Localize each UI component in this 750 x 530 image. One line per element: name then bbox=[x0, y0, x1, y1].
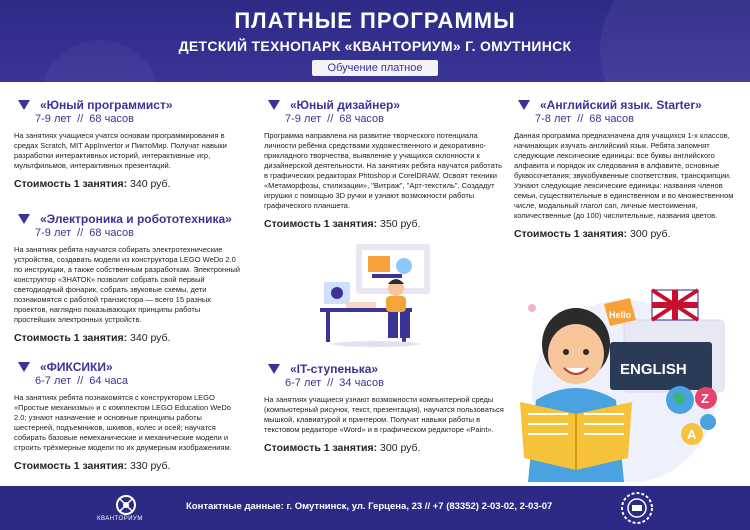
course-title: «Английский язык. Starter» bbox=[540, 98, 702, 112]
course-title: «Электроника и робототехника» bbox=[40, 212, 232, 226]
course-title: «Юный дизайнер» bbox=[290, 98, 401, 112]
svg-text:A: A bbox=[687, 427, 697, 442]
price-value: 300 руб. bbox=[630, 228, 671, 240]
course-price bbox=[514, 228, 736, 240]
course-hours: 68 часов bbox=[339, 113, 385, 125]
price-label: Стоимость 1 занятия: bbox=[14, 460, 128, 472]
english-illustration bbox=[512, 282, 738, 482]
technopark-seal-icon bbox=[620, 491, 654, 525]
globe-icon bbox=[700, 414, 716, 430]
course-price bbox=[14, 332, 244, 344]
price-label: Стоимость 1 занятия: bbox=[514, 228, 628, 240]
price-label: Стоимость 1 занятия: bbox=[264, 218, 378, 230]
course-description: На занятиях учащиеся учатся основам программирования в средах Scratch, MIT AppInvertor и ПиктоМир. Получат навыки разработки интерактивных историй, интерактивные игр, мультфильмов, интерактивных презентаций. bbox=[14, 131, 227, 170]
course-fixiki: «ФИКСИКИ» 6-7 лет // 64 часа На занятиях ребята познакомятся с конструктором LEGO «Простые механизмы» и с комплектом LEGO Education WeDo 2.0; узнают назначение и основные принципы работы шестерней, подъемников, шкивов, колес и осей; научатся собирать базовые немеханические и механические модели и строить трёхмерные модели по их двумерным изображениям. Стоимость 1 занятия: 330 руб. bbox=[14, 360, 244, 472]
course-age: 6-7 лет bbox=[285, 377, 322, 389]
course-hours: 68 часов bbox=[89, 227, 135, 239]
course-price bbox=[264, 218, 504, 230]
footer-bar bbox=[0, 486, 750, 530]
logo-wordmark: КВАНТОРИУМ bbox=[97, 516, 143, 522]
triangle-bullet-icon bbox=[518, 100, 530, 110]
course-title: «ФИКСИКИ» bbox=[40, 360, 113, 374]
price-value: 350 руб. bbox=[380, 218, 421, 230]
price-value: 300 руб. bbox=[380, 442, 421, 454]
course-hours: 68 часов bbox=[89, 113, 135, 125]
triangle-bullet-icon bbox=[18, 214, 30, 224]
course-description: На занятиях ребята научатся собирать электротехнические устройства, создавать модели из конструктора LEGO WeDo 2.0 по инструкции, а также собственным разработкам. Электронный конструктор «ЗНАТОК» позволит собрать свой первый светодиодный фонарик, собрать звуковые схемы, дети познакомятся с работой транзистора — всего 15 разных проектов, наглядно показывающих принципы работы простейших электронных устройств. bbox=[14, 245, 240, 324]
course-title: «IT-ступенька» bbox=[290, 362, 379, 376]
course-age: 7-9 лет bbox=[285, 113, 322, 125]
course-description: Данная программа предназначена для учащихся 1-х классов, начинающих изучать английский язык. Ребята запомнят следующие лексические единицы: все буквы английского алфавита и порядок их следования в алфавите, основные буквосочетания; звукобуквенные соответствия, транскрипции. Узнают следующие лексические единицы: названия членов семьи, существительные в единственном и во множественном числе, модальный глагол can, личные местоимения, количественные (до 100) числительные, названия цветов. bbox=[514, 131, 734, 220]
price-value: 340 руб. bbox=[130, 332, 171, 344]
course-hours: 64 часа bbox=[89, 375, 129, 387]
page-subtitle: ДЕТСКИЙ ТЕХНОПАРК «КВАНТОРИУМ» Г. ОМУТНИНСК bbox=[178, 38, 572, 54]
contact-info: Контактные данные: г. Омутнинск, ул. Герцена, 23 // +7 (83352) 2-03-02, 2-03-07 bbox=[186, 501, 553, 512]
course-it-step: «IT-ступенька» 6-7 лет // 34 часов На занятиях учащиеся узнают возможности компьютерной среды (компьютерный рисунок, текст, презентация), научатся пользоваться мышкой, клавиатурой и принтером. Получат навыки работы в текстовом редакторе «Word» и в графическом редакторе «Paint». Стоимость 1 занятия: 300 руб. bbox=[264, 362, 504, 454]
course-title: «Юный программист» bbox=[40, 98, 173, 112]
price-value: 340 руб. bbox=[130, 178, 171, 190]
triangle-bullet-icon bbox=[268, 100, 280, 110]
tablet-icon bbox=[346, 302, 376, 308]
course-electronics-robotics: «Электроника и робототехника» 7-9 лет // 68 часов На занятиях ребята научатся собирать электротехнические устройства, создавать модели из конструктора LEGO WeDo 2.0 по инструкции, а также собственным разработкам. Электронный конструктор «ЗНАТОК» позволит собрать свой первый светодиодный фонарик, собрать звуковые схемы, дети познакомятся с работой транзистора — всего 15 разных проектов, наглядно показывающих принципы работы простейших электронных устройств. Стоимость 1 занятия: 340 руб. bbox=[14, 212, 244, 344]
svg-text:Z: Z bbox=[701, 391, 709, 406]
course-english-starter: «Английский язык. Starter» 7-8 лет // 68 часов Данная программа предназначена для учащихся 1-х классов, начинающих изучать английский язык. Ребята запомнят следующие лексические единицы: все буквы английского алфавита и порядок их следования в алфавите, основные буквосочетания; звукобуквенные соответствия, транскрипции. Узнают следующие лексические единицы: названия членов семьи, существительные в единственном и во множественном числе, модальный глагол can, личные местоимения, количественные (до 100) числительные, названия цветов. Стоимость 1 занятия: 300 руб. bbox=[514, 98, 736, 240]
svg-text:Hello: Hello bbox=[609, 310, 632, 320]
course-description: На занятиях учащиеся узнают возможности компьютерной среды (компьютерный рисунок, текст, презентация), научатся пользоваться мышкой, клавиатурой и принтером. Получат навыки работы в текстовом редакторе «Word» и в графическом редакторе «Paint». bbox=[264, 395, 504, 434]
course-price bbox=[14, 178, 244, 190]
triangle-bullet-icon bbox=[18, 100, 30, 110]
course-age: 7-9 лет bbox=[35, 113, 72, 125]
triangle-bullet-icon bbox=[268, 364, 280, 374]
price-label: Стоимость 1 занятия: bbox=[14, 178, 128, 190]
course-young-designer: «Юный дизайнер» 7-9 лет // 68 часов Программа направлена на развитие творческого потенциала личности ребёнка средствами художественного и декоративно-прикладного творчества, выявление у учащихся склонности к дизайнерской деятельности. На занятиях ребята научатся работать в графических редакторах Phtoshop и CorelDRAW. Освоят техники «Метаморфозы, стилизации», "Витраж", "Арт-текстиль". Создадут игрушки с помощью 3D ручки и узнают возможности работы графического планшета. Стоимость 1 занятия: 350 руб. bbox=[264, 98, 504, 230]
board-word: ENGLISH bbox=[620, 361, 687, 378]
course-price bbox=[264, 442, 504, 454]
course-description: Программа направлена на развитие творческого потенциала личности ребёнка средствами художественного и декоративно-прикладного творчества, выявление у учащихся склонности к дизайнерской деятельности. На занятиях ребята научатся работать в графических редакторах Phtoshop и CorelDRAW. Освоят техники «Метаморфозы, стилизации», "Витраж", "Арт-текстиль". Создадут игрушки с помощью 3D ручки и узнают возможности работы графического планшета. bbox=[264, 131, 502, 210]
price-label: Стоимость 1 занятия: bbox=[14, 332, 128, 344]
course-hours: 68 часов bbox=[589, 113, 635, 125]
page-title: ПЛАТНЫЕ ПРОГРАММЫ bbox=[234, 8, 516, 33]
course-age: 7-8 лет bbox=[535, 113, 572, 125]
paid-badge: Обучение платное bbox=[312, 60, 439, 76]
course-price bbox=[14, 460, 244, 472]
course-age: 7-9 лет bbox=[35, 227, 72, 239]
header-banner bbox=[0, 0, 750, 82]
course-young-programmer: «Юный программист» 7-9 лет // 68 часов На занятиях учащиеся учатся основам программирования в средах Scratch, MIT AppInvertor и ПиктоМир. Получат навыки разработки интерактивных историй, интерактивные игр, мультфильмов, интерактивных презентаций. Стоимость 1 занятия: 340 руб. bbox=[14, 98, 244, 190]
price-value: 330 руб. bbox=[130, 460, 171, 472]
kvantorium-logo-icon bbox=[106, 493, 146, 517]
price-label: Стоимость 1 занятия: bbox=[264, 442, 378, 454]
course-age: 6-7 лет bbox=[35, 375, 72, 387]
course-description: На занятиях ребята познакомятся с конструктором LEGO «Простые механизмы» и с комплектом LEGO Education WeDo 2.0; узнают назначение и основные принципы работы шестерней, подъемников, шкивов, колес и осей; научатся собирать базовые немеханические и механические модели и строить трёхмерные модели по их двумерным изображениям. bbox=[14, 393, 232, 452]
course-hours: 34 часов bbox=[339, 377, 385, 389]
designer-illustration bbox=[316, 244, 432, 348]
triangle-bullet-icon bbox=[18, 362, 30, 372]
